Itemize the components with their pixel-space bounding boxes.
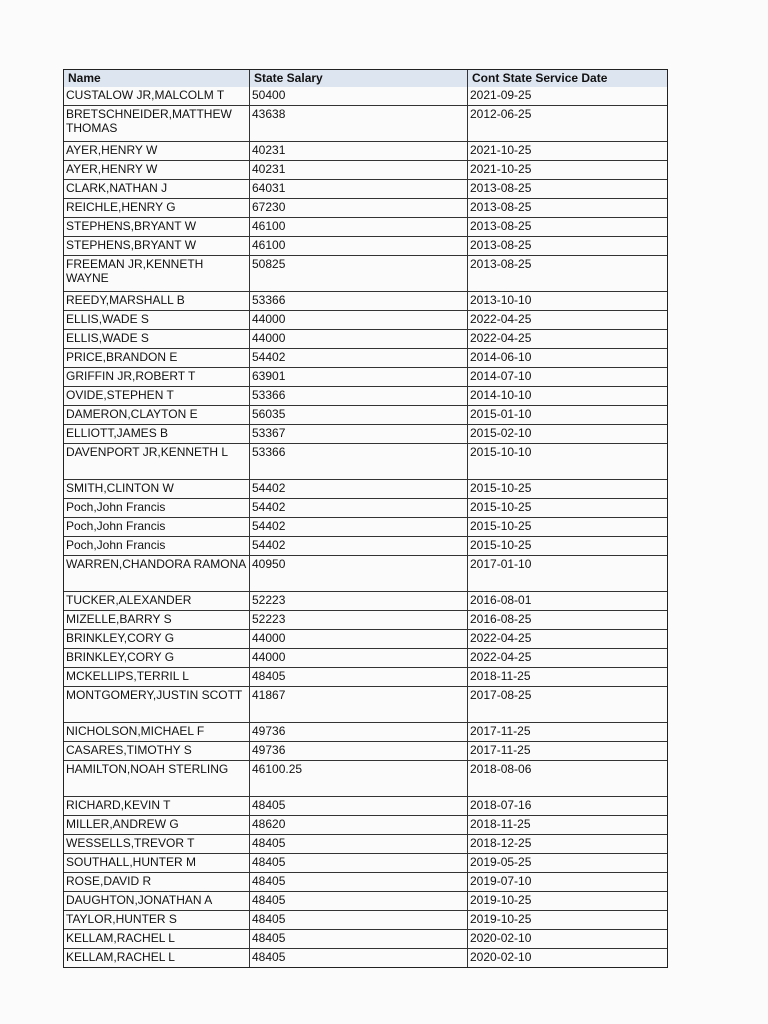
- cell-salary: 53366: [249, 292, 467, 310]
- cell-name: STEPHENS,BRYANT W: [66, 219, 197, 233]
- cell-date: 2019-07-10: [467, 873, 667, 891]
- table-row: [64, 929, 667, 948]
- cell-salary: 48405: [249, 835, 467, 853]
- cell-name: DAMERON,CLAYTON E: [66, 407, 198, 421]
- cell-date: 2015-10-25: [467, 518, 667, 536]
- cell-salary: 54402: [249, 499, 467, 517]
- table-row: [64, 686, 667, 722]
- cell-date: 2017-08-25: [467, 687, 667, 722]
- cell-salary: 44000: [249, 630, 467, 648]
- cell-name: CUSTALOW JR,MALCOLM T: [66, 88, 225, 102]
- table-row: [64, 255, 667, 291]
- cell-date: 2021-10-25: [467, 142, 667, 160]
- cell-salary: 44000: [249, 649, 467, 667]
- cell-date: 2012-06-25: [467, 106, 667, 141]
- cell-salary: 50825: [249, 256, 467, 291]
- cell-date: 2018-08-06: [467, 761, 667, 796]
- table-row: [64, 760, 667, 796]
- cell-salary: 48405: [249, 668, 467, 686]
- cell-salary: 48405: [249, 797, 467, 815]
- cell-name: GRIFFIN JR,ROBERT T: [66, 369, 196, 383]
- cell-name: OVIDE,STEPHEN T: [66, 388, 174, 402]
- table-row: [64, 160, 667, 179]
- table-body: [64, 87, 667, 967]
- cell-salary: 53366: [249, 444, 467, 479]
- table-row: [64, 310, 667, 329]
- table-row: [64, 536, 667, 555]
- cell-name: ELLIS,WADE S: [66, 312, 149, 326]
- cell-salary: 40231: [249, 142, 467, 160]
- cell-salary: 49736: [249, 723, 467, 741]
- cell-salary: 50400: [249, 87, 467, 105]
- table-row: [64, 479, 667, 498]
- cell-name: MIZELLE,BARRY S: [66, 612, 172, 626]
- table-row: [64, 424, 667, 443]
- table-row: [64, 498, 667, 517]
- cell-salary: 52223: [249, 592, 467, 610]
- table-row: [64, 217, 667, 236]
- cell-date: 2014-06-10: [467, 349, 667, 367]
- cell-salary: 46100: [249, 237, 467, 255]
- cell-date: 2017-11-25: [467, 742, 667, 760]
- cell-name: Poch,John Francis: [66, 538, 166, 552]
- cell-date: 2019-05-25: [467, 854, 667, 872]
- cell-salary: 54402: [249, 518, 467, 536]
- table-row: [64, 105, 667, 141]
- cell-name: WESSELLS,TREVOR T: [66, 836, 195, 850]
- table-row: [64, 610, 667, 629]
- cell-date: 2015-01-10: [467, 406, 667, 424]
- cell-salary: 43638: [249, 106, 467, 141]
- table-row: [64, 648, 667, 667]
- cell-salary: 40231: [249, 161, 467, 179]
- cell-salary: 53366: [249, 387, 467, 405]
- cell-name: MILLER,ANDREW G: [66, 817, 179, 831]
- cell-date: 2015-10-25: [467, 537, 667, 555]
- cell-date: 2014-10-10: [467, 387, 667, 405]
- cell-name: RICHARD,KEVIN T: [66, 798, 171, 812]
- cell-date: 2015-02-10: [467, 425, 667, 443]
- header-name: Name: [68, 71, 101, 85]
- cell-salary: 54402: [249, 480, 467, 498]
- table-row: [64, 517, 667, 536]
- table-row: [64, 329, 667, 348]
- salary-table: [63, 69, 668, 968]
- cell-salary: 46100: [249, 218, 467, 236]
- cell-name: KELLAM,RACHEL L: [66, 931, 175, 945]
- cell-date: 2022-04-25: [467, 330, 667, 348]
- cell-name: SMITH,CLINTON W: [66, 481, 174, 495]
- cell-date: 2017-11-25: [467, 723, 667, 741]
- cell-salary: 53367: [249, 425, 467, 443]
- cell-name: TUCKER,ALEXANDER: [66, 593, 192, 607]
- cell-name: CLARK,NATHAN J: [66, 181, 168, 195]
- cell-date: 2014-07-10: [467, 368, 667, 386]
- cell-salary: 44000: [249, 330, 467, 348]
- cell-name: BRINKLEY,CORY G: [66, 631, 175, 645]
- cell-date: 2022-04-25: [467, 649, 667, 667]
- table-row: [64, 872, 667, 891]
- cell-date: 2016-08-01: [467, 592, 667, 610]
- cell-salary: 63901: [249, 368, 467, 386]
- cell-date: 2015-10-25: [467, 499, 667, 517]
- cell-date: 2022-04-25: [467, 630, 667, 648]
- table-row: [64, 367, 667, 386]
- cell-date: 2015-10-25: [467, 480, 667, 498]
- header-service-date: Cont State Service Date: [467, 70, 667, 87]
- cell-date: 2018-12-25: [467, 835, 667, 853]
- header-state-salary: State Salary: [249, 70, 467, 87]
- cell-salary: 44000: [249, 311, 467, 329]
- table-row: [64, 179, 667, 198]
- cell-date: 2021-09-25: [467, 87, 667, 105]
- table-row: [64, 834, 667, 853]
- table-row: [64, 348, 667, 367]
- table-row: [64, 198, 667, 217]
- table-row: [64, 629, 667, 648]
- cell-salary: 48405: [249, 854, 467, 872]
- cell-name: MONTGOMERY,JUSTIN SCOTT: [66, 688, 243, 702]
- table-row: [64, 141, 667, 160]
- cell-salary: 67230: [249, 199, 467, 217]
- cell-salary: 54402: [249, 349, 467, 367]
- cell-salary: 49736: [249, 742, 467, 760]
- table-row: [64, 815, 667, 834]
- cell-date: 2016-08-25: [467, 611, 667, 629]
- cell-name: PRICE,BRANDON E: [66, 350, 178, 364]
- cell-name: FREEMAN JR,KENNETH WAYNE: [66, 257, 204, 285]
- cell-name: CASARES,TIMOTHY S: [66, 743, 192, 757]
- table-row: [64, 948, 667, 967]
- cell-date: 2013-08-25: [467, 218, 667, 236]
- cell-salary: 54402: [249, 537, 467, 555]
- table-row: [64, 891, 667, 910]
- cell-salary: 48620: [249, 816, 467, 834]
- table-row: [64, 236, 667, 255]
- table-row: [64, 796, 667, 815]
- cell-name: WARREN,CHANDORA RAMONA: [66, 557, 247, 571]
- cell-name: STEPHENS,BRYANT W: [66, 238, 197, 252]
- cell-salary: 48405: [249, 873, 467, 891]
- cell-date: 2013-08-25: [467, 180, 667, 198]
- table-row: [64, 443, 667, 479]
- table-row: [64, 722, 667, 741]
- cell-date: 2022-04-25: [467, 311, 667, 329]
- table-row: [64, 910, 667, 929]
- table-row: [64, 291, 667, 310]
- cell-salary: 48405: [249, 930, 467, 948]
- cell-date: 2020-02-10: [467, 930, 667, 948]
- table-row: [64, 555, 667, 591]
- cell-date: 2017-01-10: [467, 556, 667, 591]
- cell-name: DAUGHTON,JONATHAN A: [66, 893, 213, 907]
- cell-name: KELLAM,RACHEL L: [66, 950, 175, 964]
- cell-name: NICHOLSON,MICHAEL F: [66, 724, 205, 738]
- cell-salary: 48405: [249, 949, 467, 967]
- cell-salary: 48405: [249, 911, 467, 929]
- cell-date: 2015-10-10: [467, 444, 667, 479]
- cell-salary: 64031: [249, 180, 467, 198]
- table-row: [64, 386, 667, 405]
- cell-date: 2018-11-25: [467, 816, 667, 834]
- cell-name: HAMILTON,NOAH STERLING: [66, 762, 229, 776]
- cell-name: REICHLE,HENRY G: [66, 200, 176, 214]
- cell-date: 2018-07-16: [467, 797, 667, 815]
- cell-date: 2013-08-25: [467, 256, 667, 291]
- cell-date: 2019-10-25: [467, 911, 667, 929]
- cell-name: BRINKLEY,CORY G: [66, 650, 175, 664]
- cell-name: ELLIS,WADE S: [66, 331, 149, 345]
- table-row: [64, 853, 667, 872]
- cell-name: ROSE,DAVID R: [66, 874, 152, 888]
- table-header-row: [64, 70, 667, 87]
- cell-salary: 52223: [249, 611, 467, 629]
- cell-date: 2013-08-25: [467, 199, 667, 217]
- cell-salary: 46100.25: [249, 761, 467, 796]
- cell-name: Poch,John Francis: [66, 519, 166, 533]
- cell-name: AYER,HENRY W: [66, 143, 158, 157]
- cell-name: DAVENPORT JR,KENNETH L: [66, 445, 229, 459]
- table-row: [64, 741, 667, 760]
- cell-salary: 48405: [249, 892, 467, 910]
- cell-salary: 41867: [249, 687, 467, 722]
- cell-date: 2013-10-10: [467, 292, 667, 310]
- cell-name: SOUTHALL,HUNTER M: [66, 855, 197, 869]
- cell-salary: 56035: [249, 406, 467, 424]
- table-row: [64, 591, 667, 610]
- cell-name: REEDY,MARSHALL B: [66, 293, 185, 307]
- cell-name: AYER,HENRY W: [66, 162, 158, 176]
- table-row: [64, 87, 667, 105]
- cell-date: 2021-10-25: [467, 161, 667, 179]
- cell-date: 2013-08-25: [467, 237, 667, 255]
- cell-date: 2019-10-25: [467, 892, 667, 910]
- cell-name: TAYLOR,HUNTER S: [66, 912, 177, 926]
- cell-date: 2018-11-25: [467, 668, 667, 686]
- cell-name: ELLIOTT,JAMES B: [66, 426, 169, 440]
- cell-name: BRETSCHNEIDER,MATTHEW THOMAS: [66, 107, 232, 135]
- cell-date: 2020-02-10: [467, 949, 667, 967]
- cell-name: Poch,John Francis: [66, 500, 166, 514]
- table-row: [64, 405, 667, 424]
- table-row: [64, 667, 667, 686]
- cell-salary: 40950: [249, 556, 467, 591]
- cell-name: MCKELLIPS,TERRIL L: [66, 669, 189, 683]
